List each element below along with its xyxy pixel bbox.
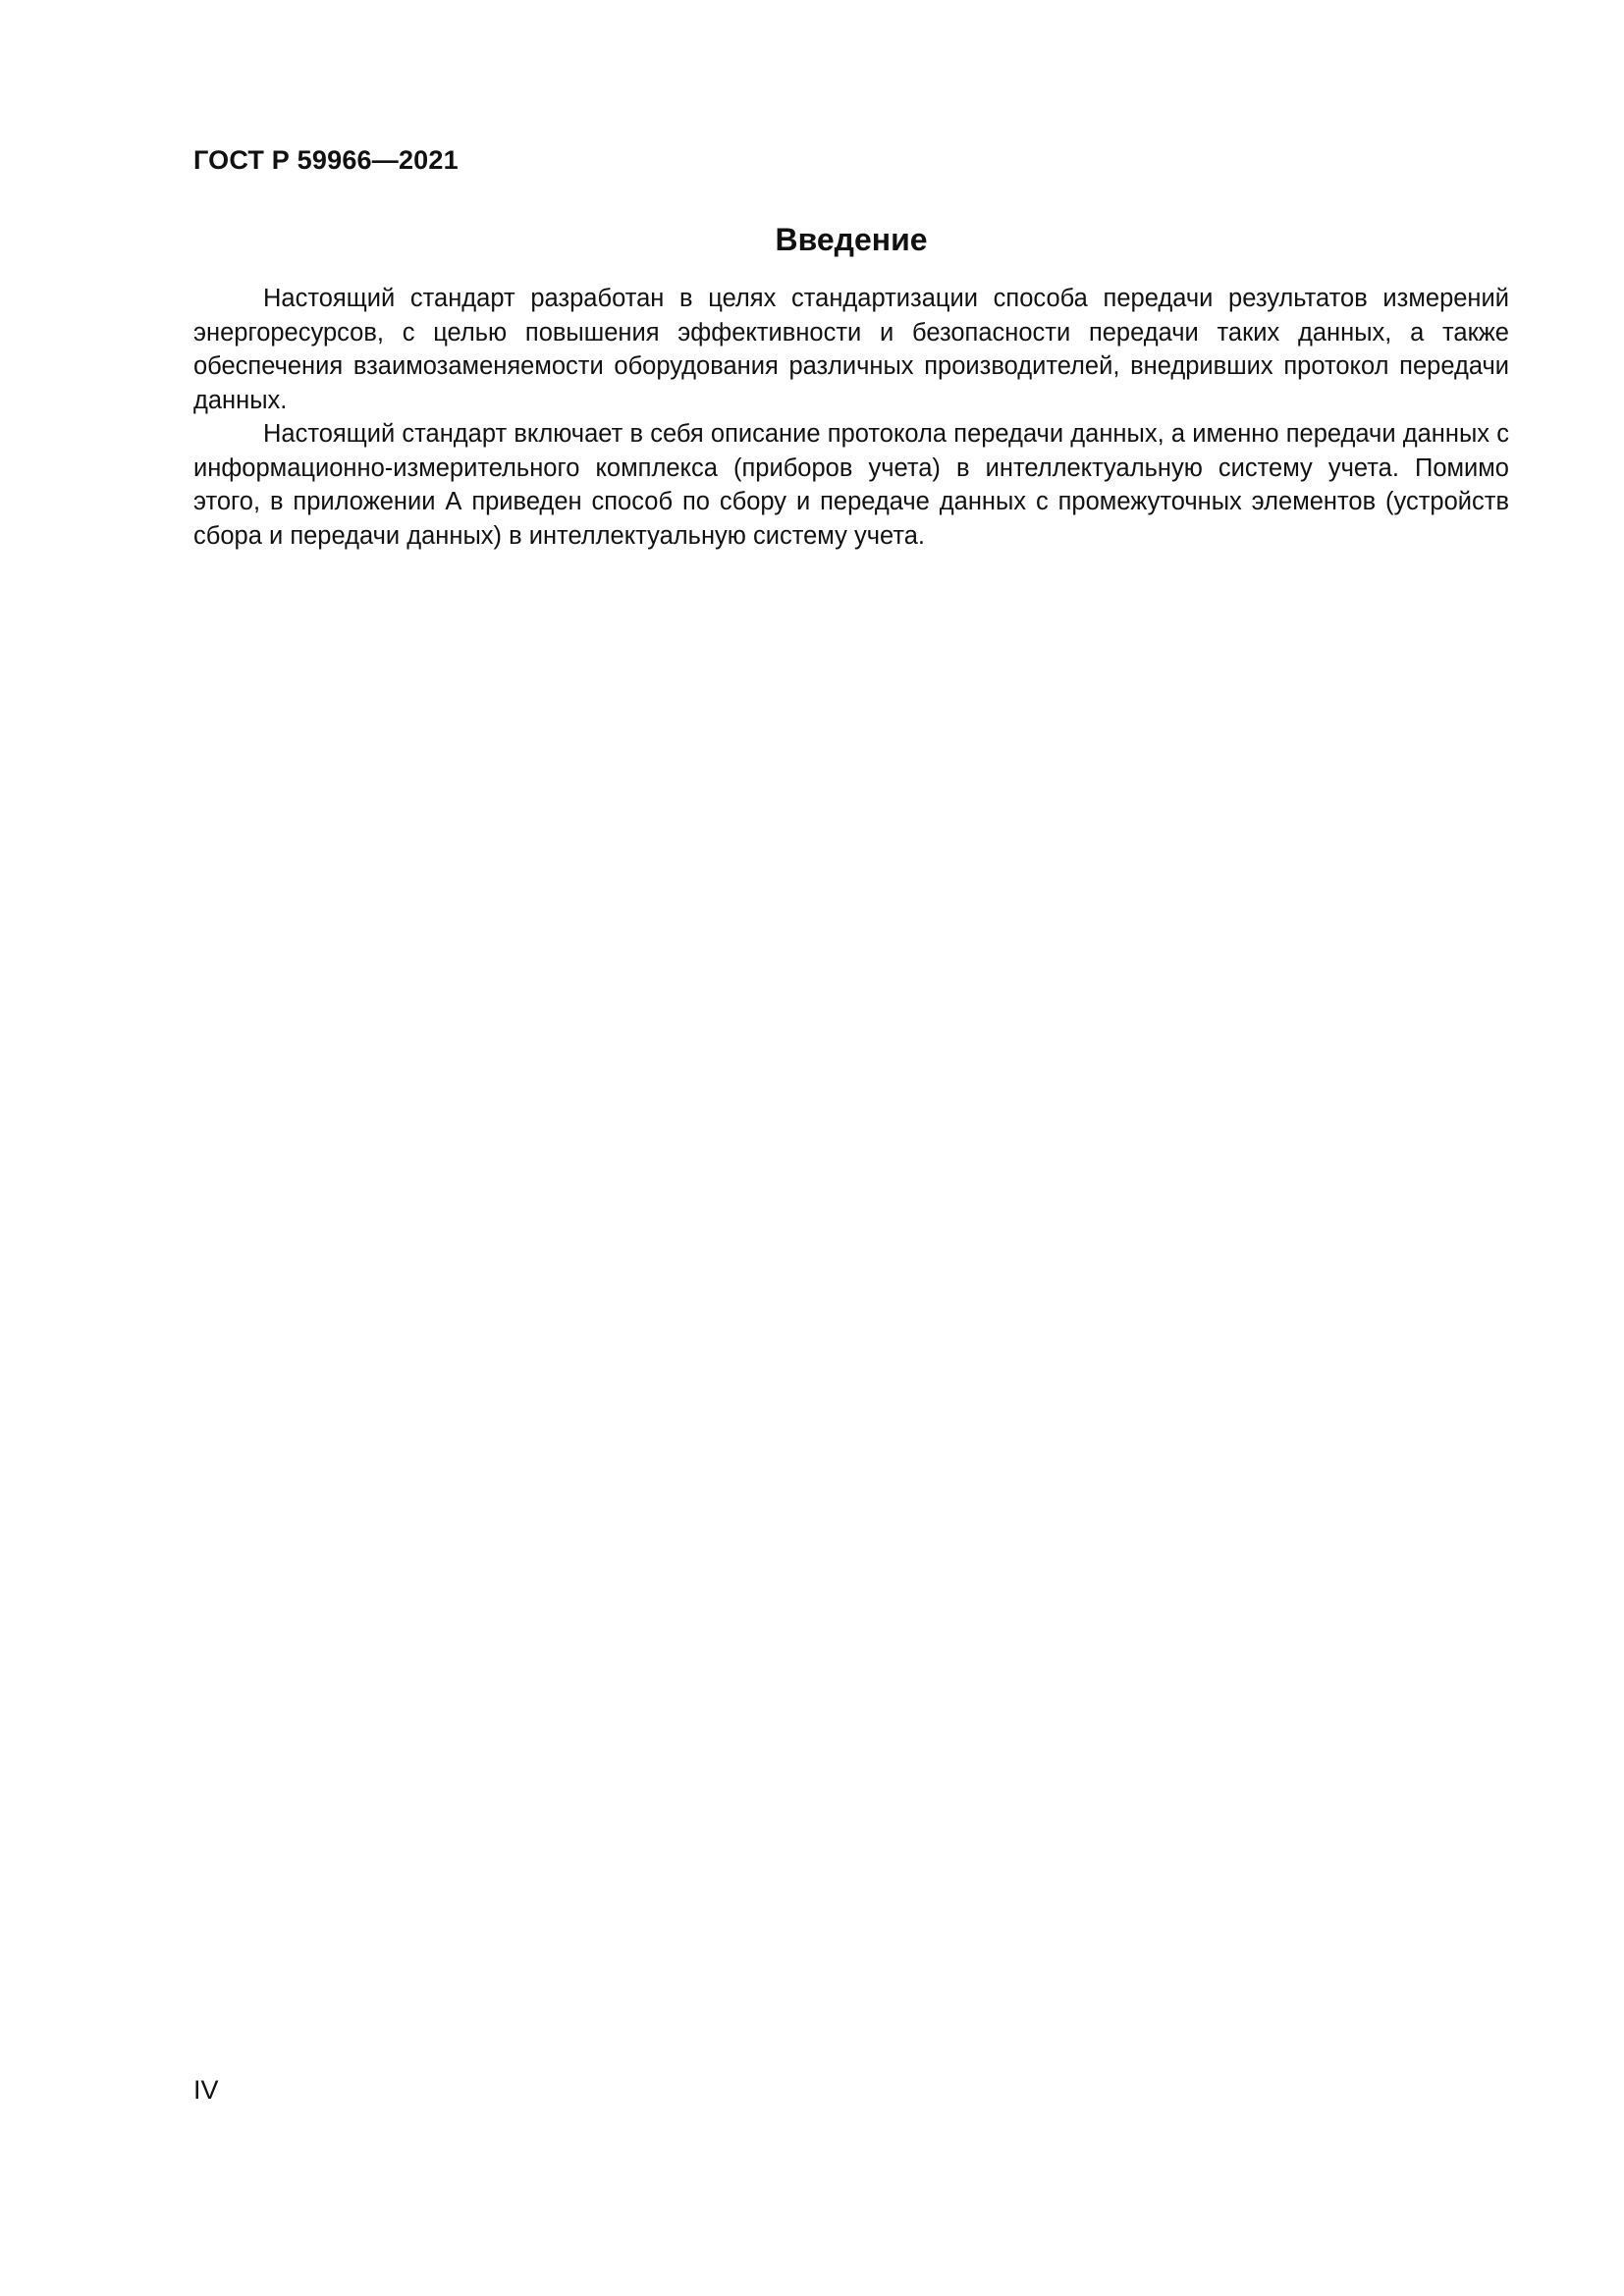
- document-code: ГОСТ Р 59966—2021: [193, 145, 459, 175]
- section-body: [193, 282, 1509, 553]
- section-title: Введение: [775, 222, 928, 257]
- paragraph: Настоящий стандарт включает в себя описание протокола передачи данных, а именно передачи данных с информационно-измерительного комплекса (приборов учета) в интеллектуальную систему учета. Помимо этого, в приложении А приведен способ по сбору и передаче данных с промежуточных элементов (устройств сбора и передачи данных) в интеллектуальную систему учета.: [193, 420, 1509, 550]
- page-number: IV: [193, 2075, 219, 2105]
- paragraph: Настоящий стандарт разработан в целях стандартизации способа передачи результатов измерений энергоресурсов, с целью повышения эффективности и безопасности передачи таких данных, а также обеспечения взаимозаменяемости оборудования различных производителей, внедривших протокол передачи данных.: [193, 285, 1509, 414]
